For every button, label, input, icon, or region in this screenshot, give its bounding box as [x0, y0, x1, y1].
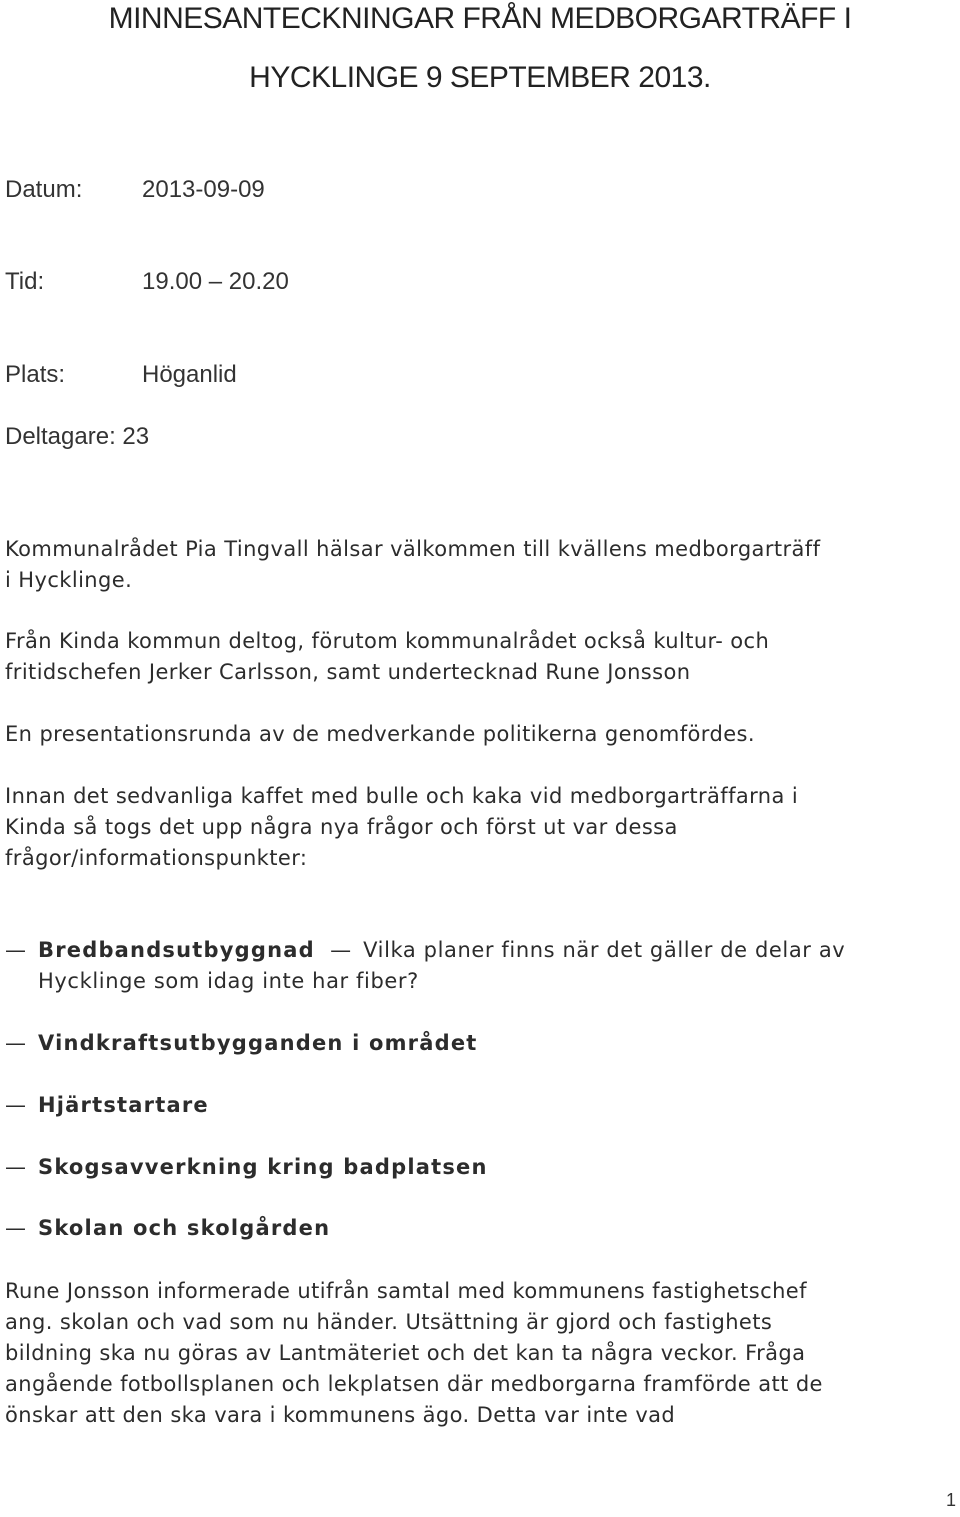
date-label: Datum: — [5, 176, 83, 203]
meta-place — [5, 361, 237, 389]
dash-separator-icon — [330, 935, 355, 966]
paragraph-attendees — [5, 626, 960, 688]
topic-text: Vilka planer finns när det gäller de delar av — [363, 938, 846, 962]
text-line: En presentationsrunda av de medverkande politikerna genomfördes. — [5, 722, 755, 746]
text-line: önskar att den ska vara i kommunens ägo. Detta var inte vad — [5, 1403, 676, 1427]
dash-bullet-icon — [5, 935, 30, 966]
text-line: ang. skolan och vad som nu händer. Utsättning är gjord och fastighets — [5, 1310, 773, 1334]
topic-heading: Skolan och skolgården — [38, 1216, 331, 1240]
topic-heading: Bredbandsutbyggnad — [38, 938, 315, 962]
topic-heading: Vindkraftsutbygganden i området — [38, 1031, 478, 1055]
dash-bullet-icon — [5, 1213, 30, 1244]
paragraph-welcome — [5, 534, 960, 596]
dash-bullet-icon — [5, 1028, 30, 1059]
topic-heading: Hjärtstartare — [38, 1093, 209, 1117]
time-label: Tid: — [5, 268, 45, 295]
date-value: 2013-09-09 — [142, 176, 265, 203]
time-value: 19.00 – 20.20 — [142, 268, 289, 295]
topic-item — [5, 1152, 488, 1183]
text-line: Från Kinda kommun deltog, förutom kommunalrådet också kultur- och — [5, 629, 770, 653]
text-line: Kommunalrådet Pia Tingvall hälsar välkommen till kvällens medborgarträff — [5, 537, 821, 561]
topic-item — [5, 1028, 478, 1059]
text-line: Rune Jonsson informerade utifrån samtal med kommunens fastighetschef — [5, 1279, 807, 1303]
text-line: Innan det sedvanliga kaffet med bulle och kaka vid medborgarträffarna i — [5, 784, 799, 808]
page-number: 1 — [945, 1490, 956, 1510]
document-title-line-1: MINNESANTECKNINGAR FRÅN MEDBORGARTRÄFF I — [108, 2, 852, 35]
topic-item-continuation: Hycklinge som idag inte har fiber? — [38, 969, 419, 993]
document-title-line-2: HYCKLINGE 9 SEPTEMBER 2013. — [249, 61, 711, 94]
text-line: angående fotbollsplanen och lekplatsen där medborgarna framförde att de — [5, 1372, 823, 1396]
meta-participants: Deltagare: 23 — [5, 423, 150, 450]
dash-bullet-icon — [5, 1090, 30, 1121]
topic-item — [5, 1090, 209, 1121]
dash-bullet-icon — [5, 1152, 30, 1183]
text-line: frågor/informationspunkter: — [5, 846, 308, 870]
topic-item — [5, 1213, 330, 1244]
paragraph-questions-intro — [5, 781, 960, 874]
text-line: Kinda så togs det upp några nya frågor och först ut var dessa — [5, 815, 678, 839]
place-value: Höganlid — [142, 361, 237, 388]
meta-date — [5, 176, 265, 204]
text-line: i Hycklinge. — [5, 568, 133, 592]
meta-time — [5, 268, 289, 296]
place-label: Plats: — [5, 361, 66, 388]
paragraph-school-info — [5, 1276, 960, 1431]
paragraph-presentation — [5, 719, 960, 750]
topic-item — [5, 935, 845, 966]
text-line: bildning ska nu göras av Lantmäteriet och det kan ta några veckor. Fråga — [5, 1341, 806, 1365]
text-line: fritidschefen Jerker Carlsson, samt undertecknad Rune Jonsson — [5, 660, 691, 684]
topic-heading: Skogsavverkning kring badplatsen — [38, 1155, 488, 1179]
